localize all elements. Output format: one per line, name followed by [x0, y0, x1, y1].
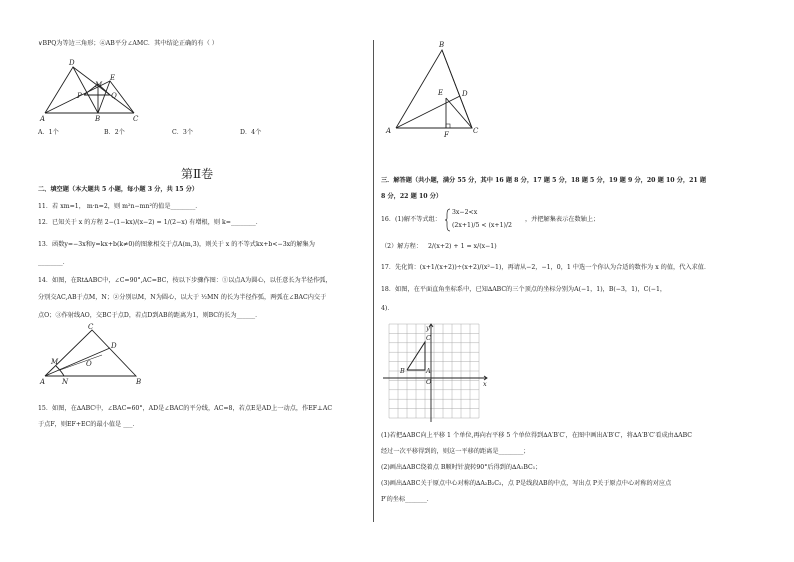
figure-1-triangles	[40, 58, 150, 122]
fig3-label-E: E	[438, 89, 444, 97]
fig1-label-E: E	[110, 74, 116, 82]
choice-a: A．1个	[38, 129, 59, 136]
fig2-label-A: A	[40, 378, 46, 386]
fig2-label-B: B	[136, 378, 142, 386]
question-12: 12．已知关于 x 的方程 2−(1−kx)/(x−2) = 1/(2−x) 有增根，则 k=________．	[38, 219, 262, 226]
fig3-label-B: B	[439, 41, 445, 49]
question-18-part-2: (2)画出∆ABC绕着点 B顺时针旋转90°后得到的∆A₁BC₁；	[381, 464, 542, 471]
question-18-line-1: 18．如图，在平面直角坐标系中，已知∆ABC的三个顶点的坐标分别为A(−1，1)，B(−3，1)，C(−1，	[381, 286, 667, 293]
system-brace	[445, 208, 451, 232]
fig2-label-N: N	[62, 378, 69, 386]
fig2-label-C: C	[88, 323, 94, 331]
section-title: 第Ⅱ卷	[181, 167, 214, 181]
q16-system-ineq-2: (2x+1)/5 < (x+1)/2	[452, 222, 512, 229]
fig2-label-M: M	[51, 358, 59, 366]
fig1-label-Q: Q	[111, 92, 117, 100]
grid-label-A: A	[426, 367, 431, 375]
choice-c: C．3个	[172, 129, 194, 136]
question-13-blank: ________．	[38, 259, 69, 266]
grid-label-B: B	[400, 367, 405, 375]
question-15-line-1: 15．如图，在∆ABC中，∠BAC=60°，AD是∠BAC的平分线，AC=8，若点E是AD上一动点，作EF⊥AC	[38, 405, 333, 412]
question-16-part-1: 16．(1)解不等式组：	[381, 216, 441, 223]
fig1-label-M: M	[95, 81, 103, 89]
choice-d: D．4个	[240, 129, 262, 136]
question-16-part-2: （2）解方程：	[381, 243, 423, 250]
grid-label-y: y	[426, 324, 430, 332]
grid-label-O: O	[426, 378, 432, 386]
question-14-line-2: 分别交AC,AB于点M，N；②分别以M，N为圆心，以大于 ½MN 的长为半径作弧，两弧在∠BAC内交于	[38, 294, 327, 301]
question-14-line-3: 点O；③作射线AO，交BC于点D，若点D到AB的距离为1，则BC的长为______．	[38, 312, 262, 319]
fig2-label-O: O	[86, 360, 92, 368]
fig2-label-D: D	[111, 342, 117, 350]
question-13: 13．函数y=−3x和y=kx+b(k≠0)的图象相交于点A(m,3)，则关于 x 的不等式kx+b<−3x的解集为	[38, 241, 315, 248]
fig3-label-D: D	[462, 90, 468, 98]
fig1-label-C: C	[133, 115, 139, 123]
figure-3-triangle	[382, 40, 492, 140]
question-17: 17．先化简：(x+1/(x+2))÷(x+2)/(x²−1)，再请从−2，−1，0，1 中选一个你认为合适的数作为 x 的值，代入求值．	[381, 264, 711, 271]
figure-2-bisector	[40, 324, 150, 386]
fig1-label-B: B	[95, 115, 101, 123]
question-continuation: ∨BPQ为等边三角形；④AB平分∠AMC．其中结论正确的有（ ）	[38, 40, 218, 47]
fig3-label-C: C	[473, 127, 479, 135]
fig3-label-A: A	[386, 127, 392, 135]
q16-equation: 2/(x+2) + 1 = x/(x−1)	[428, 243, 497, 250]
fig3-label-F: F	[444, 131, 449, 139]
fig1-label-D: D	[69, 59, 75, 67]
question-18-part-1-line-2: 经过一次平移得到的，则这一平移的距离是________；	[381, 448, 530, 455]
q16-system-ineq-1: 3x−2<x	[452, 209, 478, 216]
question-14-line-1: 14．如图，在Rt∆ABC中，∠C=90°,AC=BC，按以下步骤作图：①以点A为圆心，以任意长为半径作弧，	[38, 277, 332, 284]
column-divider	[373, 40, 374, 522]
question-18-part-3-line-2: P′的坐标_______．	[381, 496, 433, 503]
question-18-line-2: 4)．	[381, 305, 394, 312]
question-18-part-1-line-1: (1)若把∆ABC向上平移 1 个单位,再向右平移 5 个单位得到∆A′B′C′，在图中画出A′B′C′，将∆A′B′C′看成由∆ABC	[381, 432, 692, 439]
fig1-label-A: A	[40, 115, 46, 123]
fig1-label-P: P	[77, 92, 82, 100]
choice-b: B．2个	[104, 129, 125, 136]
grid-label-x: x	[483, 380, 487, 388]
coordinate-grid	[383, 320, 493, 424]
q16-part-1-tail: ，并把解集表示在数轴上；	[525, 216, 600, 223]
grid-label-C: C	[426, 334, 431, 342]
question-11: 11．若 xm=1， m·n=2，则 m²n−mn²的值是________．	[38, 203, 202, 210]
fill-in-header: 二、填空题（本大题共 5 小题，每小题 3 分，共 15 分）	[38, 186, 199, 193]
solve-header-line-1: 三．解答题（共小题，满分 55 分，其中 16 题 8 分，17 题 5 分，18 题 5 分，19 题 9 分，20 题 10 分，21 题	[381, 177, 707, 184]
question-15-line-2: 于点F，则EF+EC的最小值是 ___．	[38, 421, 139, 428]
question-18-part-3-line-1: (3)画出∆ABC关于原点中心对称的∆A₂B₂C₂，点 P是线段AB的中点，写出点 P关于原点中心对称的对应点	[381, 480, 672, 487]
solve-header-line-2: 8 分，22 题 10 分）	[381, 193, 443, 200]
